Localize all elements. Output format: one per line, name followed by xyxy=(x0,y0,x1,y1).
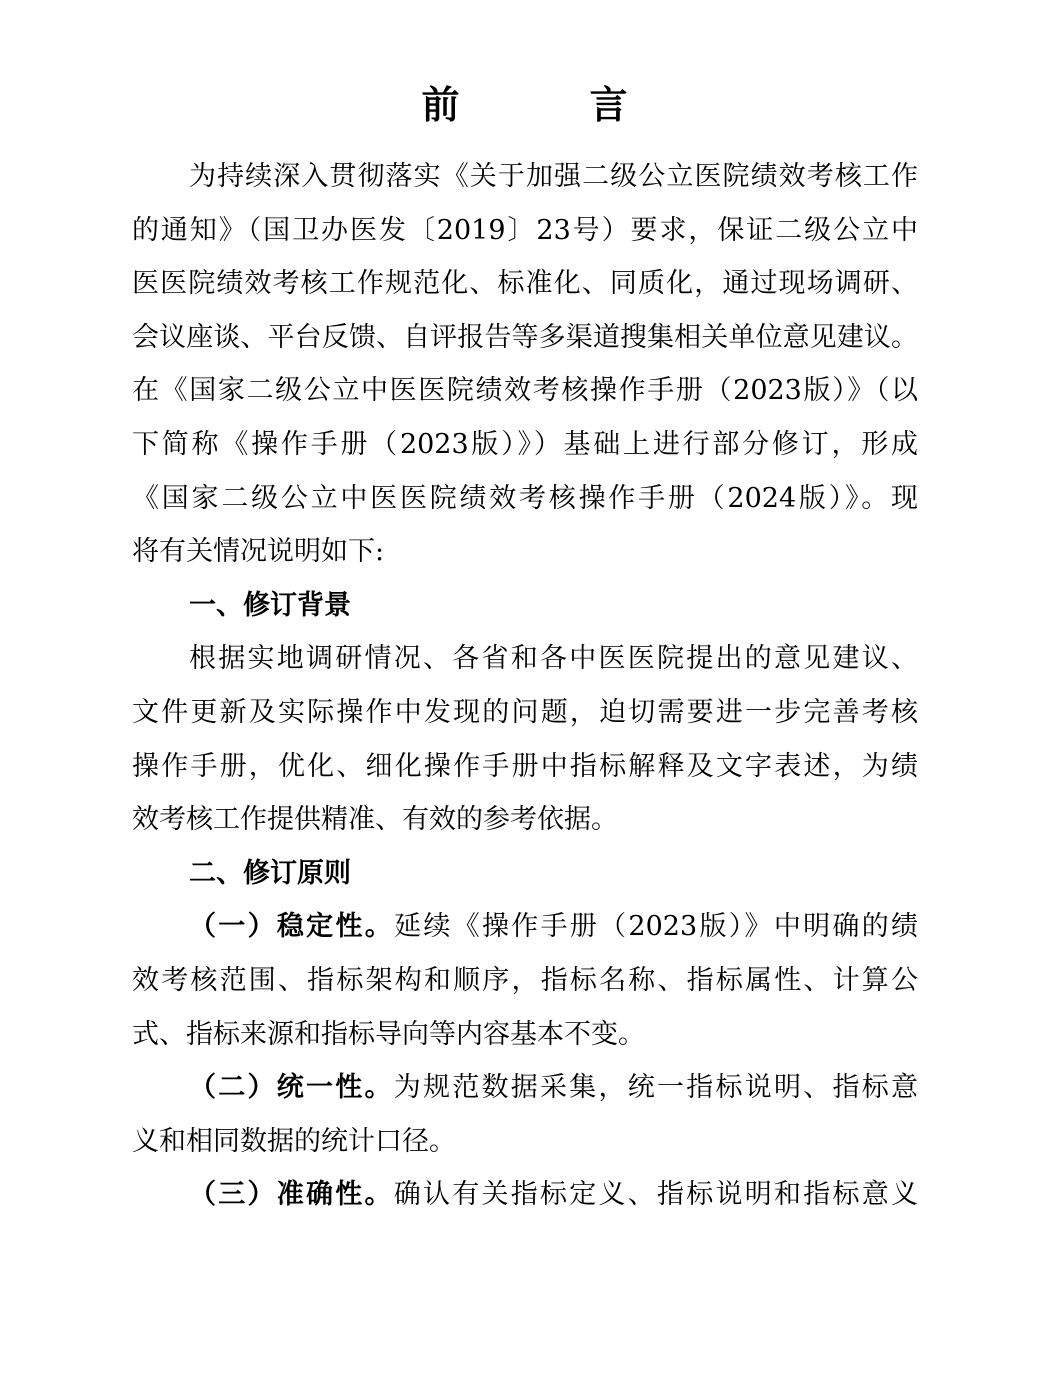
paragraph-line: 医医院绩效考核工作规范化、标准化、同质化，通过现场调研、 xyxy=(132,268,918,300)
paragraph-line: 下简称《操作手册（2023版）》）基础上进行部分修订，形成 xyxy=(132,428,918,460)
principle-label: （二）统一性。 xyxy=(189,1072,394,1104)
document-body xyxy=(132,150,918,1222)
paragraph-line: 文件更新及实际操作中发现的问题，迫切需要进一步完善考核 xyxy=(132,696,918,728)
paragraph-line: 根据实地调研情况、各省和各中医医院提出的意见建议、 xyxy=(189,643,918,675)
paragraph-text: 延续《操作手册（2023版）》中明确的绩 xyxy=(394,911,918,943)
paragraph-line: 的通知》（国卫办医发〔2019〕23号）要求，保证二级公立中 xyxy=(132,214,918,246)
paragraph-line: 义和相同数据的统计口径。 xyxy=(132,1125,456,1157)
page-title: 前 言 xyxy=(421,82,674,127)
paragraph-line: 《国家二级公立中医医院绩效考核操作手册（2024版）》。现 xyxy=(132,482,918,514)
section-heading: 一、修订背景 xyxy=(189,589,351,621)
principle-label: （一）稳定性。 xyxy=(189,911,395,943)
paragraph-text: 确认有关指标定义、指标说明和指标意义 xyxy=(393,1179,918,1211)
paragraph-line: 为持续深入贯彻落实《关于加强二级公立医院绩效考核工作 xyxy=(189,161,918,192)
paragraph-line: 操作手册，优化、细化操作手册中指标解释及文字表述，为绩 xyxy=(132,750,918,782)
paragraph-line: 效考核范围、指标架构和顺序，指标名称、指标属性、计算公 xyxy=(132,964,918,996)
paragraph-text: 为规范数据采集，统一指标说明、指标意 xyxy=(393,1072,918,1104)
paragraph-line: 在《国家二级公立中医医院绩效考核操作手册（2023版）》（以 xyxy=(132,375,918,407)
paragraph-line: 会议座谈、平台反馈、自评报告等多渠道搜集相关单位意见建议。 xyxy=(132,321,918,353)
paragraph-line: 效考核工作提供精准、有效的参考依据。 xyxy=(132,804,618,836)
paragraph-line xyxy=(132,1168,918,1222)
paragraph-line xyxy=(132,1061,918,1115)
principle-label: （三）准确性。 xyxy=(189,1179,394,1211)
paragraph-line: 式、指标来源和指标导向等内容基本不变。 xyxy=(132,1018,645,1050)
paragraph-line xyxy=(132,900,918,954)
section-heading: 二、修订原则 xyxy=(189,857,351,889)
paragraph-line: 将有关情况说明如下: xyxy=(132,536,385,568)
